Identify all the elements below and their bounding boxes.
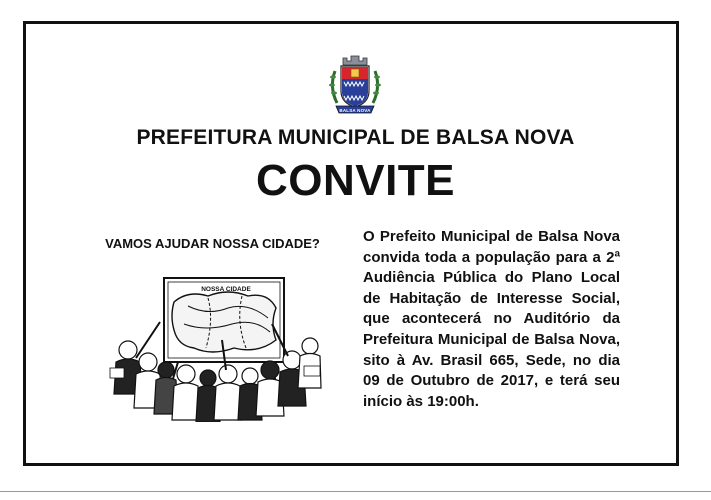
page-edge-divider (0, 491, 711, 492)
page-title: PREFEITURA MUNICIPAL DE BALSA NOVA (136, 126, 575, 149)
invitation-body-text: O Prefeito Municipal de Balsa Nova convida toda a população para a 2ª Audiência Pública do Plano Local de Habitação de Interesse Social, que acontecerá no Auditório da Prefeitura Municipal de Balsa Nova, sito à Av. Brasil 665, Sede, no dia 09 de Outubro de 2017, e terá seu início às 19:00h. (363, 228, 620, 410)
cartoon-map-label: NOSSA CIDADE (201, 286, 251, 293)
crest-banner-text: BALSA NOVA (339, 108, 371, 113)
invitation-headline: CONVITE (255, 156, 456, 205)
cartoon-caption: VAMOS AJUDAR NOSSA CIDADE? (105, 236, 320, 251)
